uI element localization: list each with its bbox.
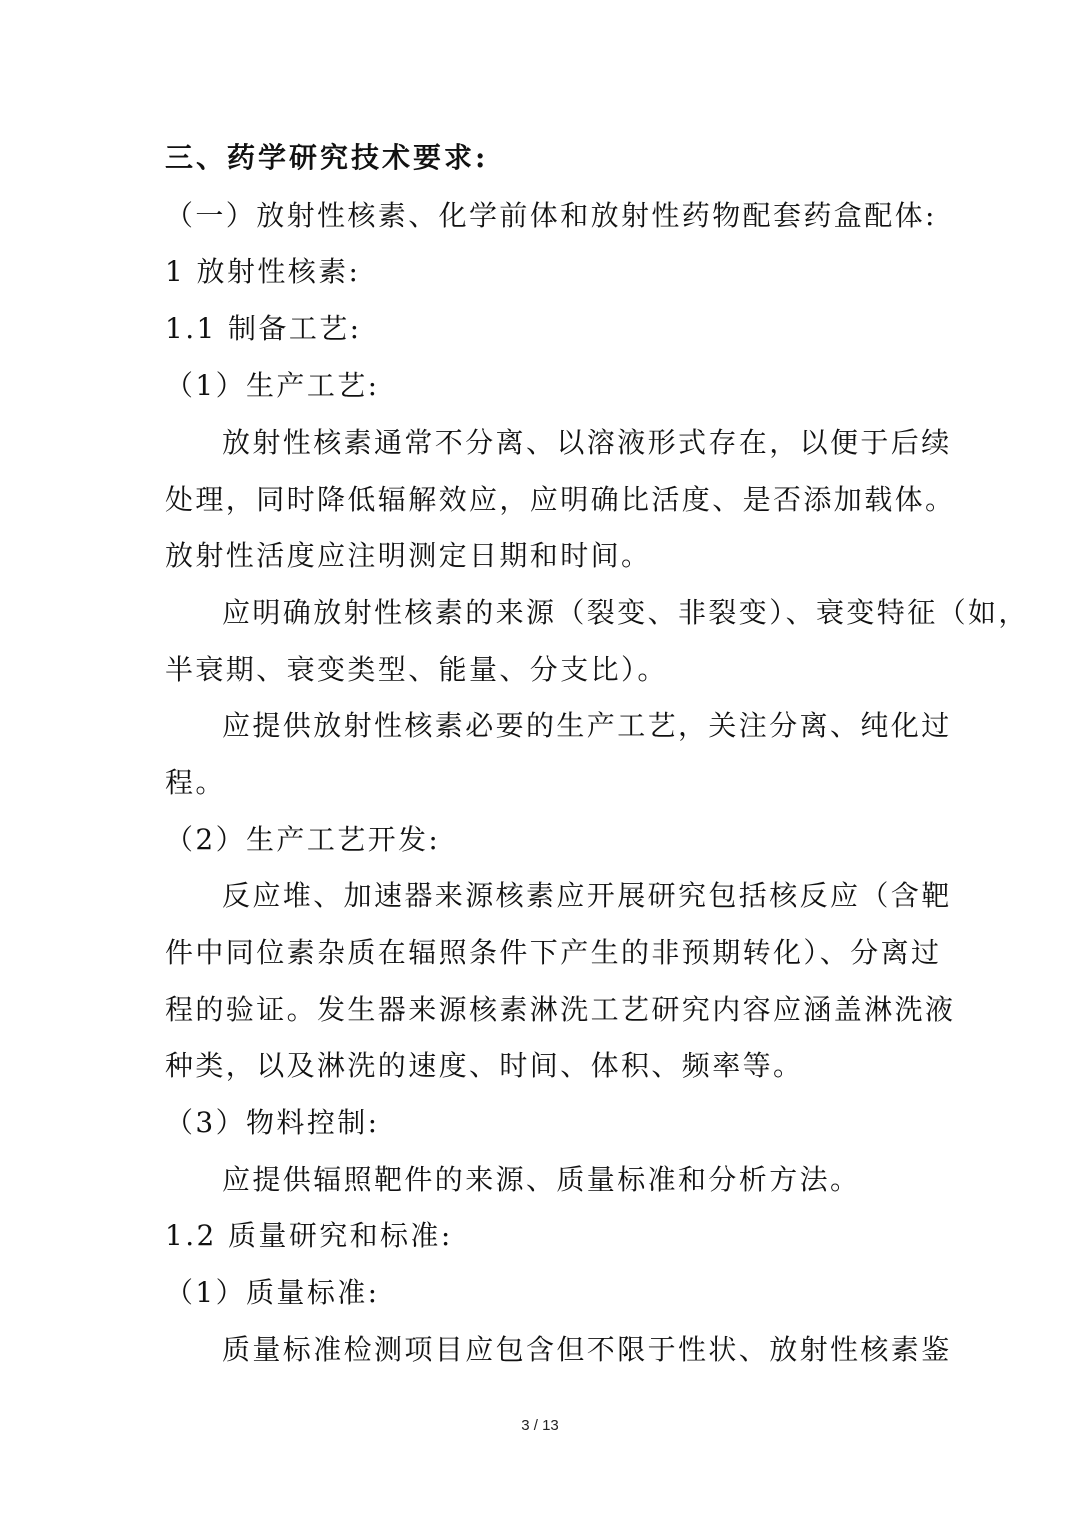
item-heading: （3）物料控制: bbox=[165, 1106, 380, 1139]
paragraph-line: 种类，以及淋洗的速度、时间、体积、频率等。 bbox=[165, 1049, 804, 1082]
paragraph-line: 处理，同时降低辐解效应，应明确比活度、是否添加载体。 bbox=[165, 483, 956, 516]
paragraph-line: 件中同位素杂质在辐照条件下产生的非预期转化）、分离过 bbox=[165, 936, 942, 969]
item-heading: （1）生产工艺: bbox=[165, 369, 380, 402]
paragraph-line: 应提供辐照靶件的来源、质量标准和分析方法。 bbox=[222, 1163, 861, 1196]
paragraph-line: 半衰期、衰变类型、能量、分支比）。 bbox=[165, 653, 668, 686]
paragraph-line: 应提供放射性核素必要的生产工艺，关注分离、纯化过 bbox=[222, 709, 952, 742]
subsection-heading: （一）放射性核素、化学前体和放射性药物配套药盒配体: bbox=[165, 199, 937, 232]
item-heading: （2）生产工艺开发: bbox=[165, 823, 441, 856]
item-heading: 1.2 质量研究和标准: bbox=[165, 1219, 453, 1252]
paragraph-line: 应明确放射性核素的来源（裂变、非裂变）、衰变特征（如， bbox=[222, 596, 1029, 629]
section-heading: 三、药学研究技术要求: bbox=[165, 141, 489, 174]
item-heading: 1 放射性核素: bbox=[165, 255, 361, 288]
paragraph-line: 反应堆、加速器来源核素应开展研究包括核反应（含靶 bbox=[222, 879, 952, 912]
paragraph-line: 程。 bbox=[165, 766, 226, 799]
paragraph-line: 程的验证。发生器来源核素淋洗工艺研究内容应涵盖淋洗液 bbox=[165, 993, 956, 1026]
paragraph-line: 放射性核素通常不分离、以溶液形式存在，以便于后续 bbox=[222, 426, 952, 459]
paragraph-line: 质量标准检测项目应包含但不限于性状、放射性核素鉴 bbox=[222, 1333, 952, 1366]
page-number: 3 / 13 bbox=[521, 1417, 559, 1434]
item-heading: （1）质量标准: bbox=[165, 1276, 380, 1309]
item-heading: 1.1 制备工艺: bbox=[165, 312, 362, 345]
paragraph-line: 放射性活度应注明测定日期和时间。 bbox=[165, 539, 652, 572]
